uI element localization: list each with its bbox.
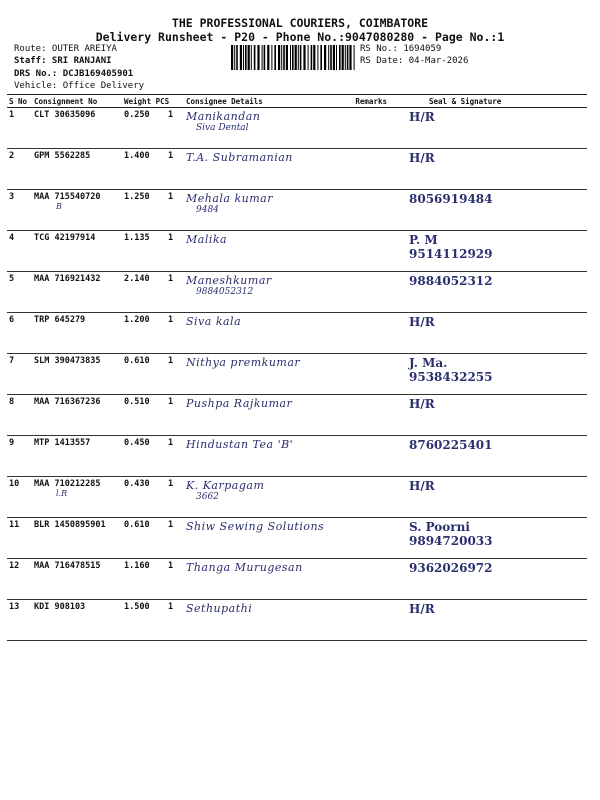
row-consignment bbox=[32, 190, 122, 231]
row-seal-line2: 9514112929 bbox=[409, 247, 493, 261]
barcode-bar bbox=[347, 45, 349, 70]
barcode-bar bbox=[354, 45, 355, 70]
row-weight-pcs bbox=[122, 559, 184, 600]
row-sno-value: 1 bbox=[9, 110, 15, 120]
barcode-bar bbox=[240, 45, 242, 70]
barcode-bar bbox=[245, 45, 247, 70]
barcode-bar bbox=[324, 45, 326, 70]
row-pcs: 1 bbox=[168, 192, 174, 202]
rs-date: RS Date: 04-Mar-2026 bbox=[360, 56, 469, 66]
row-consignee-name: Malika bbox=[186, 233, 228, 246]
row-seal-line1: H/R bbox=[409, 479, 435, 493]
row-consignment-value: TRP 645279 bbox=[34, 315, 86, 325]
row-seal-line1: H/R bbox=[409, 151, 435, 165]
row-seal-signature bbox=[389, 190, 587, 231]
row-consignee-name: Hindustan Tea 'B' bbox=[186, 438, 294, 451]
row-sno-value: 6 bbox=[9, 315, 15, 325]
barcode-bar bbox=[236, 45, 238, 70]
row-consignee bbox=[184, 518, 389, 559]
barcode-bar bbox=[234, 45, 235, 70]
row-consignee bbox=[184, 190, 389, 231]
row-consignee-extra: 9884052312 bbox=[196, 287, 254, 297]
row-pcs: 1 bbox=[168, 151, 174, 161]
row-pcs: 1 bbox=[168, 274, 174, 284]
row-seal-line2: 8760225401 bbox=[409, 438, 493, 452]
row-weight: 0.430 bbox=[124, 479, 150, 489]
company-title: THE PROFESSIONAL COURIERS, COIMBATORE bbox=[171, 16, 429, 30]
vehicle-label: Vehicle: Office Delivery bbox=[14, 81, 145, 91]
barcode-bar bbox=[339, 45, 341, 70]
row-weight: 1.135 bbox=[124, 233, 150, 243]
barcode-bar bbox=[295, 45, 297, 70]
barcode-bar bbox=[286, 45, 288, 70]
table-row bbox=[7, 600, 587, 641]
row-pcs: 1 bbox=[168, 561, 174, 571]
row-seal-signature bbox=[389, 436, 587, 477]
row-seal-signature bbox=[389, 313, 587, 354]
row-sno-value: 5 bbox=[9, 274, 15, 284]
row-consignment-value: MAA 716367236 bbox=[34, 397, 101, 407]
row-seal-line2: 9538432255 bbox=[409, 370, 493, 384]
table-row bbox=[7, 231, 587, 272]
barcode-bar bbox=[308, 45, 309, 70]
staff-label: Staff: SRI RANJANI bbox=[14, 56, 112, 66]
row-sno bbox=[7, 313, 32, 354]
row-weight-pcs bbox=[122, 600, 184, 641]
row-consignee-name: Maneshkumar bbox=[186, 274, 272, 287]
row-weight: 1.250 bbox=[124, 192, 150, 202]
row-pcs: 1 bbox=[168, 397, 174, 407]
barcode-bar bbox=[328, 45, 329, 70]
row-consignee bbox=[184, 108, 389, 149]
barcode-bar bbox=[243, 45, 244, 70]
row-pcs: 1 bbox=[168, 110, 174, 120]
row-seal-line1: H/R bbox=[409, 315, 435, 329]
row-sno bbox=[7, 231, 32, 272]
row-consignee-name: T.A. Subramanian bbox=[186, 151, 293, 164]
row-consignee bbox=[184, 395, 389, 436]
row-seal-signature bbox=[389, 108, 587, 149]
row-consignment-value: CLT 30635096 bbox=[34, 110, 96, 120]
barcode-bar bbox=[267, 45, 269, 70]
row-consignment bbox=[32, 477, 122, 518]
row-weight: 1.400 bbox=[124, 151, 150, 161]
row-consignee bbox=[184, 600, 389, 641]
row-pcs: 1 bbox=[168, 602, 174, 612]
barcode-bar bbox=[349, 45, 351, 70]
row-consignment bbox=[32, 518, 122, 559]
barcode-bar bbox=[281, 45, 282, 70]
table-row bbox=[7, 190, 587, 231]
row-seal-line2: 9894720033 bbox=[409, 534, 493, 548]
row-sno-value: 7 bbox=[9, 356, 15, 366]
row-weight: 0.610 bbox=[124, 356, 150, 366]
row-seal-line1: 9884052312 bbox=[409, 274, 493, 288]
route-label: Route: OUTER AREIYA bbox=[14, 44, 117, 54]
row-pcs: 1 bbox=[168, 356, 174, 366]
col-weight-pcs bbox=[122, 95, 184, 108]
row-weight-pcs bbox=[122, 518, 184, 559]
row-consignment-value: SLM 390473835 bbox=[34, 356, 101, 366]
barcode-bar bbox=[303, 45, 305, 70]
row-seal-signature bbox=[389, 600, 587, 641]
barcode-bar bbox=[251, 45, 252, 70]
row-weight-pcs bbox=[122, 272, 184, 313]
barcode-bar bbox=[330, 45, 332, 70]
row-weight: 2.140 bbox=[124, 274, 150, 284]
row-consignment-value: MAA 716921432 bbox=[34, 274, 101, 284]
row-weight: 1.160 bbox=[124, 561, 150, 571]
row-sno-value: 4 bbox=[9, 233, 15, 243]
row-pcs: 1 bbox=[168, 479, 174, 489]
barcode-bar bbox=[336, 45, 337, 70]
row-sno-value: 10 bbox=[9, 479, 20, 489]
barcode-bar bbox=[317, 45, 318, 70]
row-weight-pcs bbox=[122, 108, 184, 149]
barcode-bar bbox=[283, 45, 285, 70]
barcode-bar bbox=[311, 45, 313, 70]
barcode-bar bbox=[342, 45, 344, 70]
row-sno bbox=[7, 518, 32, 559]
row-consignment bbox=[32, 313, 122, 354]
row-seal-signature bbox=[389, 559, 587, 600]
barcode-bar bbox=[298, 45, 299, 70]
row-weight: 0.610 bbox=[124, 520, 150, 530]
row-weight-pcs bbox=[122, 354, 184, 395]
row-consignment-value: BLR 1450895901 bbox=[34, 520, 106, 530]
table-row bbox=[7, 518, 587, 559]
row-consignee-name: Nithya premkumar bbox=[186, 356, 301, 369]
row-weight-pcs bbox=[122, 395, 184, 436]
runsheet-table bbox=[7, 94, 587, 641]
barcode bbox=[230, 45, 356, 70]
row-weight: 1.500 bbox=[124, 602, 150, 612]
row-sno-value: 9 bbox=[9, 438, 15, 448]
barcode-bar bbox=[300, 45, 302, 70]
row-consignment bbox=[32, 600, 122, 641]
table-row bbox=[7, 477, 587, 518]
barcode-bar bbox=[313, 45, 315, 70]
row-consignment-value: MAA 716478515 bbox=[34, 561, 101, 571]
row-pcs: 1 bbox=[168, 520, 174, 530]
row-consignee-extra: Siva Dental bbox=[196, 123, 249, 133]
row-weight-pcs bbox=[122, 231, 184, 272]
row-pcs: 1 bbox=[168, 438, 174, 448]
row-sno bbox=[7, 108, 32, 149]
row-consignee bbox=[184, 313, 389, 354]
barcode-bar bbox=[320, 45, 322, 70]
col-pcs: PCS bbox=[155, 96, 170, 106]
col-weight: Weight bbox=[124, 96, 152, 106]
row-consignment-value: MAA 710212285 bbox=[34, 479, 101, 489]
row-consignee-name: Thanga Murugesan bbox=[186, 561, 303, 574]
col-consignee: Consignee Details bbox=[184, 95, 334, 108]
row-sno bbox=[7, 149, 32, 190]
barcode-bar bbox=[292, 45, 294, 70]
row-weight-pcs bbox=[122, 190, 184, 231]
row-consignee-extra: 3662 bbox=[196, 492, 219, 502]
row-seal-line1: P. M bbox=[409, 233, 438, 247]
row-sno bbox=[7, 559, 32, 600]
table-row bbox=[7, 395, 587, 436]
table-row bbox=[7, 149, 587, 190]
row-consignee-extra: 9484 bbox=[196, 205, 219, 215]
table-header-row bbox=[7, 95, 587, 108]
barcode-bar bbox=[274, 45, 276, 70]
barcode-bar bbox=[345, 45, 346, 70]
runsheet-title: Delivery Runsheet - P20 - Phone No.:9047080280 - Page No.:1 bbox=[95, 30, 505, 44]
row-seal-signature bbox=[389, 231, 587, 272]
row-consignee-name: Pushpa Rajkumar bbox=[186, 397, 293, 410]
row-weight: 0.510 bbox=[124, 397, 150, 407]
row-consignment bbox=[32, 231, 122, 272]
row-consignee-name: K. Karpagam bbox=[186, 479, 265, 492]
row-sno bbox=[7, 600, 32, 641]
row-consignment bbox=[32, 436, 122, 477]
row-weight: 0.250 bbox=[124, 110, 150, 120]
row-sno-value: 11 bbox=[9, 520, 20, 530]
row-seal-signature bbox=[389, 149, 587, 190]
row-seal-signature bbox=[389, 477, 587, 518]
barcode-bar bbox=[248, 45, 250, 70]
row-weight-pcs bbox=[122, 149, 184, 190]
row-sno bbox=[7, 477, 32, 518]
barcode-bar bbox=[290, 45, 291, 70]
row-weight: 0.450 bbox=[124, 438, 150, 448]
row-weight-pcs bbox=[122, 313, 184, 354]
barcode-bar bbox=[254, 45, 256, 70]
row-consignment-value: TCG 42197914 bbox=[34, 233, 96, 243]
row-sno bbox=[7, 190, 32, 231]
row-seal-line1: J. Ma. bbox=[409, 356, 448, 370]
row-sno-value: 12 bbox=[9, 561, 20, 571]
row-consignee bbox=[184, 477, 389, 518]
row-consignment bbox=[32, 559, 122, 600]
row-sno bbox=[7, 272, 32, 313]
row-sno-value: 8 bbox=[9, 397, 15, 407]
row-consignee-name: Shiw Sewing Solutions bbox=[186, 520, 325, 533]
row-seal-signature bbox=[389, 395, 587, 436]
row-consignee bbox=[184, 231, 389, 272]
row-consignee bbox=[184, 272, 389, 313]
row-consignee-name: Sethupathi bbox=[186, 602, 253, 615]
row-seal-line1: H/R bbox=[409, 110, 435, 124]
row-seal-signature bbox=[389, 518, 587, 559]
barcode-bar bbox=[231, 45, 233, 70]
row-seal-signature bbox=[389, 354, 587, 395]
row-seal-line1: H/R bbox=[409, 397, 435, 411]
table-row bbox=[7, 559, 587, 600]
row-sno-value: 3 bbox=[9, 192, 15, 202]
barcode-bar bbox=[264, 45, 266, 70]
row-pcs: 1 bbox=[168, 315, 174, 325]
row-seal-line1: S. Poorni bbox=[409, 520, 470, 534]
row-seal-line1: 8056919484 bbox=[409, 192, 493, 206]
row-consignment-value: GPM 5562285 bbox=[34, 151, 91, 161]
row-sno-value: 13 bbox=[9, 602, 20, 612]
row-sno-value: 2 bbox=[9, 151, 15, 161]
row-consignment bbox=[32, 395, 122, 436]
col-remarks: Remarks bbox=[334, 95, 389, 108]
row-consignee-name: Siva kala bbox=[186, 315, 242, 328]
row-sno bbox=[7, 436, 32, 477]
row-weight-pcs bbox=[122, 477, 184, 518]
row-consignee-name: Manikandan bbox=[186, 110, 261, 123]
col-consignment: Consignment No bbox=[32, 95, 122, 108]
col-sno: S No bbox=[7, 95, 32, 108]
row-weight: 1.200 bbox=[124, 315, 150, 325]
drs-label: DRS No.: DCJB169405901 bbox=[14, 69, 134, 79]
row-note: l.R bbox=[56, 489, 68, 498]
row-consignee bbox=[184, 436, 389, 477]
table-row bbox=[7, 108, 587, 149]
row-consignment-value: MTP 1413557 bbox=[34, 438, 91, 448]
row-seal-line1: H/R bbox=[409, 602, 435, 616]
row-weight-pcs bbox=[122, 436, 184, 477]
table-row bbox=[7, 436, 587, 477]
barcode-bar bbox=[271, 45, 272, 70]
row-note: B bbox=[56, 202, 62, 211]
row-consignee bbox=[184, 559, 389, 600]
row-consignee-name: Mehala kumar bbox=[186, 192, 273, 205]
row-seal-signature bbox=[389, 272, 587, 313]
row-consignment bbox=[32, 108, 122, 149]
row-consignment bbox=[32, 149, 122, 190]
table-row bbox=[7, 354, 587, 395]
row-sno bbox=[7, 395, 32, 436]
row-seal-line1: 9362026972 bbox=[409, 561, 493, 575]
table-row bbox=[7, 313, 587, 354]
row-pcs: 1 bbox=[168, 233, 174, 243]
barcode-bar bbox=[262, 45, 263, 70]
barcode-bar bbox=[257, 45, 259, 70]
row-sno bbox=[7, 354, 32, 395]
row-consignment bbox=[32, 272, 122, 313]
row-consignment-value: KDI 908103 bbox=[34, 602, 86, 612]
rs-number: RS No.: 1694059 bbox=[360, 44, 442, 54]
barcode-bar bbox=[333, 45, 335, 70]
row-consignment-value: MAA 715540720 bbox=[34, 192, 101, 202]
table-row bbox=[7, 272, 587, 313]
row-consignee bbox=[184, 354, 389, 395]
row-consignee bbox=[184, 149, 389, 190]
col-seal: Seal & Signature bbox=[389, 95, 587, 108]
row-consignment bbox=[32, 354, 122, 395]
barcode-bar bbox=[278, 45, 280, 70]
